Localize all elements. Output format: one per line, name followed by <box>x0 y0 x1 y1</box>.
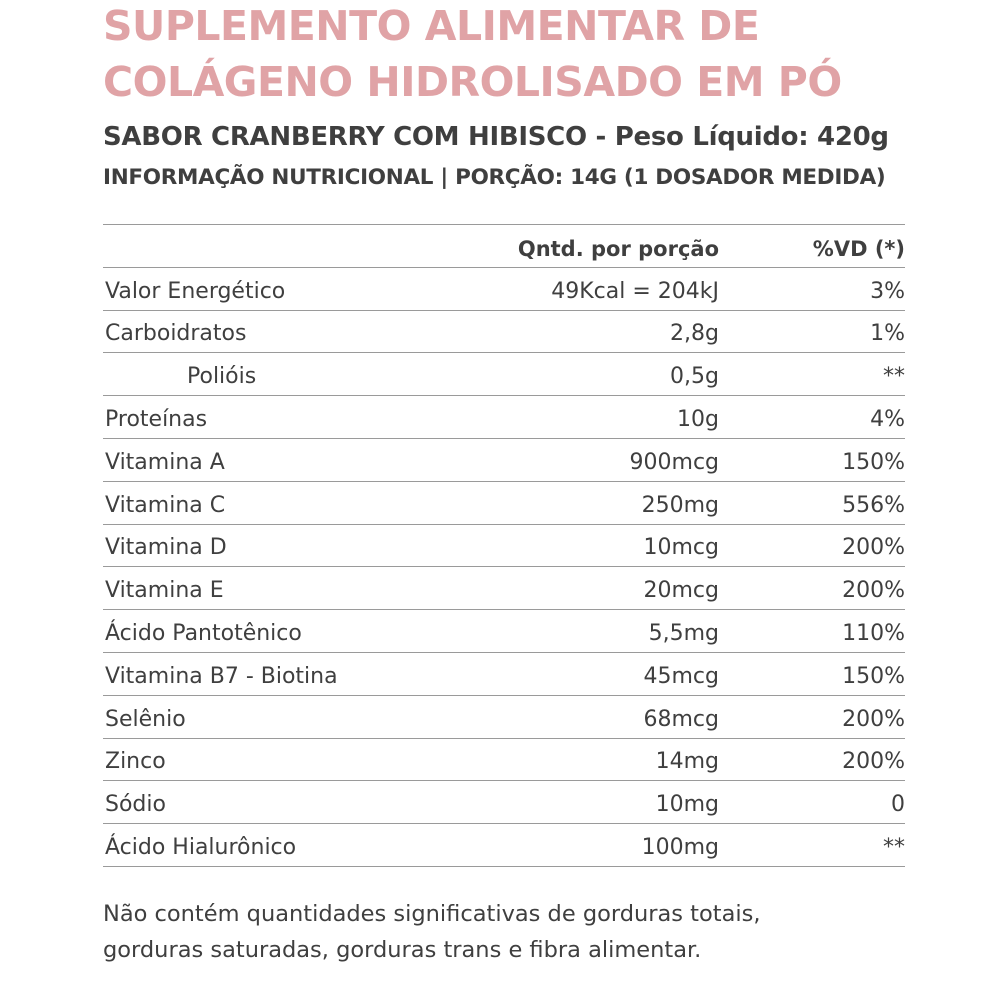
nutrient-qty: 5,5mg <box>648 620 719 646</box>
nutrient-vd: ** <box>883 364 905 390</box>
nutrient-qty: 14mg <box>655 749 719 775</box>
nutrient-name: Vitamina B7 - Biotina <box>105 663 338 689</box>
nutrient-vd: 200% <box>842 749 905 775</box>
table-row <box>103 439 905 482</box>
nutrient-qty: 0,5g <box>670 364 719 390</box>
nutrient-qty: 250mg <box>641 492 719 518</box>
table-header-row <box>103 225 905 268</box>
table-row <box>103 525 905 568</box>
table-row <box>103 353 905 396</box>
nutrient-qty: 10mcg <box>643 535 719 561</box>
nutrient-vd: 0 <box>891 792 905 818</box>
table-row <box>103 739 905 782</box>
nutrient-qty: 49Kcal = 204kJ <box>551 278 719 304</box>
nutrient-name: Ácido Pantotênico <box>105 620 302 646</box>
nutrient-qty: 900mcg <box>629 449 719 475</box>
nutrient-qty: 100mg <box>641 834 719 860</box>
nutrient-name: Vitamina C <box>105 492 226 518</box>
nutrient-name: Polióis <box>187 364 257 390</box>
nutrient-vd: 4% <box>870 406 905 432</box>
nutrient-vd: 556% <box>842 492 905 518</box>
table-row <box>103 567 905 610</box>
table-row <box>103 311 905 354</box>
table-row <box>103 482 905 525</box>
nutrient-vd: 200% <box>842 535 905 561</box>
table-row <box>103 396 905 439</box>
nutrient-vd: 3% <box>870 278 905 304</box>
nutrient-name: Valor Energético <box>105 278 286 304</box>
nutrient-name: Vitamina D <box>105 535 227 561</box>
footnote-line-1: Não contém quantidades significativas de gorduras totais, <box>103 901 761 927</box>
nutrient-qty: 10g <box>677 406 719 432</box>
nutrient-name: Vitamina E <box>105 578 224 604</box>
table-row <box>103 696 905 739</box>
table-row <box>103 781 905 824</box>
nutrient-vd: 150% <box>842 449 905 475</box>
nutrient-vd: 200% <box>842 578 905 604</box>
nutrient-qty: 45mcg <box>643 663 719 689</box>
header-vd: %VD (*) <box>812 236 905 261</box>
nutrient-name: Carboidratos <box>105 321 247 347</box>
table-row <box>103 824 905 867</box>
nutrient-qty: 2,8g <box>670 321 719 347</box>
table-row <box>103 268 905 311</box>
nutrient-vd: 110% <box>842 620 905 646</box>
footnote <box>103 896 923 968</box>
flavor-weight-line: SABOR CRANBERRY COM HIBISCO - Peso Líquido: 420g <box>103 122 889 152</box>
nutrient-vd: 150% <box>842 663 905 689</box>
nutrient-vd: 200% <box>842 706 905 732</box>
nutrient-qty: 68mcg <box>643 706 719 732</box>
serving-info-line: INFORMAÇÃO NUTRICIONAL | PORÇÃO: 14G (1 DOSADOR MEDIDA) <box>103 165 886 190</box>
nutrient-name: Proteínas <box>105 406 208 432</box>
nutrient-vd: ** <box>883 834 905 860</box>
nutrient-vd: 1% <box>870 321 905 347</box>
nutrient-name: Selênio <box>105 706 186 732</box>
table-row <box>103 653 905 696</box>
footnote-line-2: gorduras saturadas, gorduras trans e fibra alimentar. <box>103 937 702 963</box>
product-title-line-1: SUPLEMENTO ALIMENTAR DE <box>103 2 760 50</box>
nutrient-qty: 10mg <box>655 792 719 818</box>
table-row <box>103 610 905 653</box>
header-qty: Qntd. por porção <box>517 236 719 261</box>
nutrition-table <box>103 224 905 867</box>
nutrient-name: Sódio <box>105 792 166 818</box>
nutrient-name: Zinco <box>105 749 166 775</box>
nutrient-name: Vitamina A <box>105 449 225 475</box>
product-title-line-2: COLÁGENO HIDROLISADO EM PÓ <box>103 58 842 106</box>
nutrient-name: Ácido Hialurônico <box>105 834 297 860</box>
nutrient-qty: 20mcg <box>643 578 719 604</box>
